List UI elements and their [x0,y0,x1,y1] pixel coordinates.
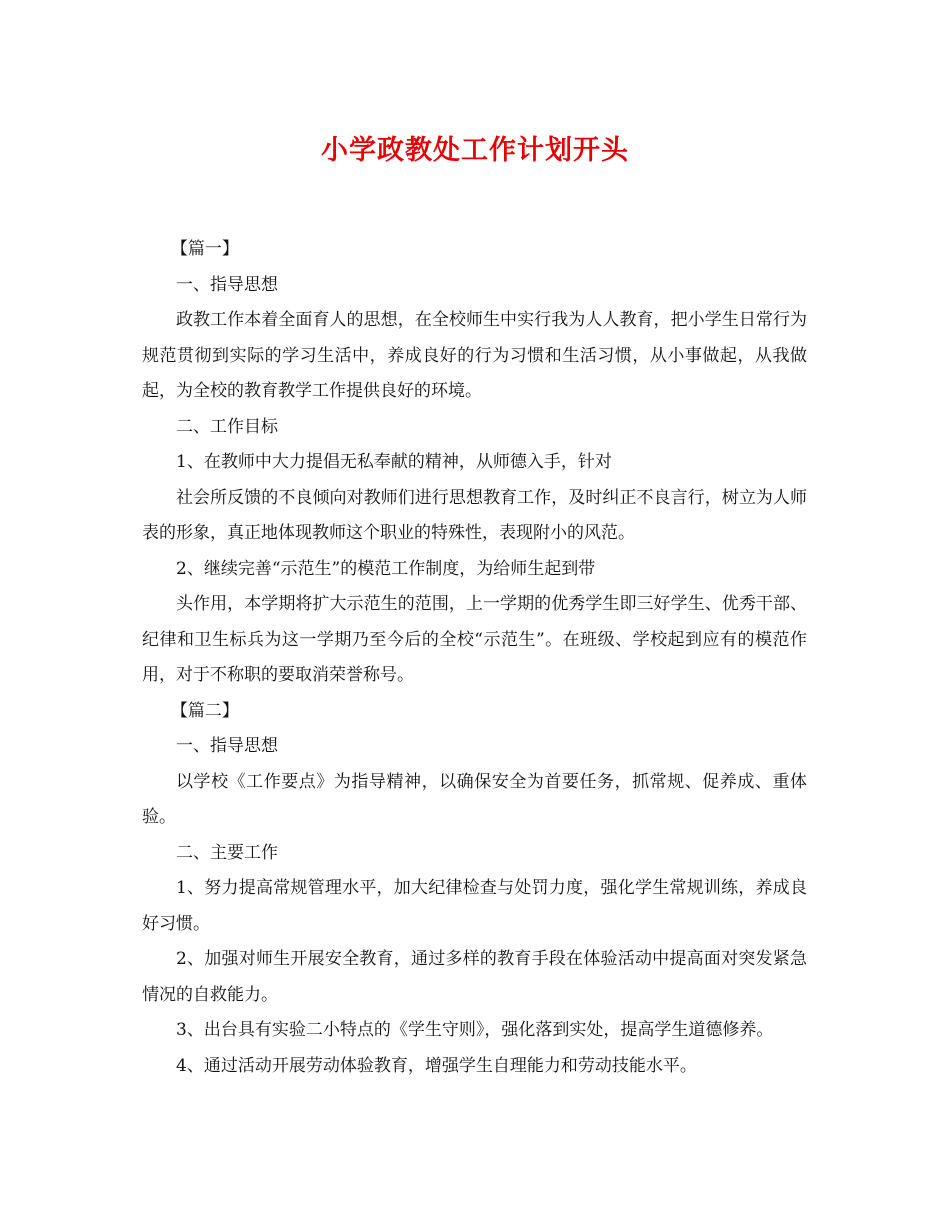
paragraph: 头作用，本学期将扩大示范生的范围，上一学期的优秀学生即三好学生、优秀干部、纪律和卫生标兵为这一学期乃至今后的全校“示范生”。在班级、学校起到应有的模范作用，对于不称职的要取消荣誉称号。 [142,594,807,685]
document-body [142,232,807,1084]
paragraph: 社会所反馈的不良倾向对教师们进行思想教育工作，及时纠正不良言行，树立为人师表的形象，真正地体现教师这个职业的特殊性，表现附小的风范。 [142,487,807,543]
subheading-guiding-thought: 一、指导思想 [176,736,278,756]
paragraph: 政教工作本着全面育人的思想，在全校师生中实行我为人人教育，把小学生日常行为规范贯彻到实际的学习生活中，养成良好的行为习惯和生活习惯，从小事做起，从我做起，为全校的教育教学工作提供良好的环境。 [142,310,807,401]
subheading-main-work: 二、主要工作 [176,842,278,863]
subheading-work-goals: 二、工作目标 [176,416,278,437]
paragraph: 2、继续完善“示范生”的模范工作制度，为给师生起到带 [176,558,596,579]
paragraph: 2、加强对师生开展安全教育，通过多样的教育手段在体验活动中提高面对突发紧急情况的自救能力。 [142,949,807,1005]
section-heading-part-one: 【篇一】 [170,239,239,259]
section-heading-part-two: 【篇二】 [170,700,239,721]
paragraph: 1、努力提高常规管理水平，加大纪律检查与处罚力度，强化学生常规训练，养成良好习惯。 [142,878,807,934]
document-title: 小学政教处工作计划开头 [321,135,629,166]
paragraph: 4、通过活动开展劳动体验教育，增强学生自理能力和劳动技能水平。 [176,1055,697,1076]
paragraph: 以学校《工作要点》为指导精神，以确保安全为首要任务，抓常规、促养成、重体验。 [142,771,807,827]
paragraph: 1、在教师中大力提倡无私奉献的精神，从师德入手，针对 [176,452,612,472]
paragraph: 3、出台具有实验二小特点的《学生守则》，强化落到实处，提高学生道德修养。 [176,1020,774,1040]
subheading-guiding-thought: 一、指导思想 [176,274,278,295]
